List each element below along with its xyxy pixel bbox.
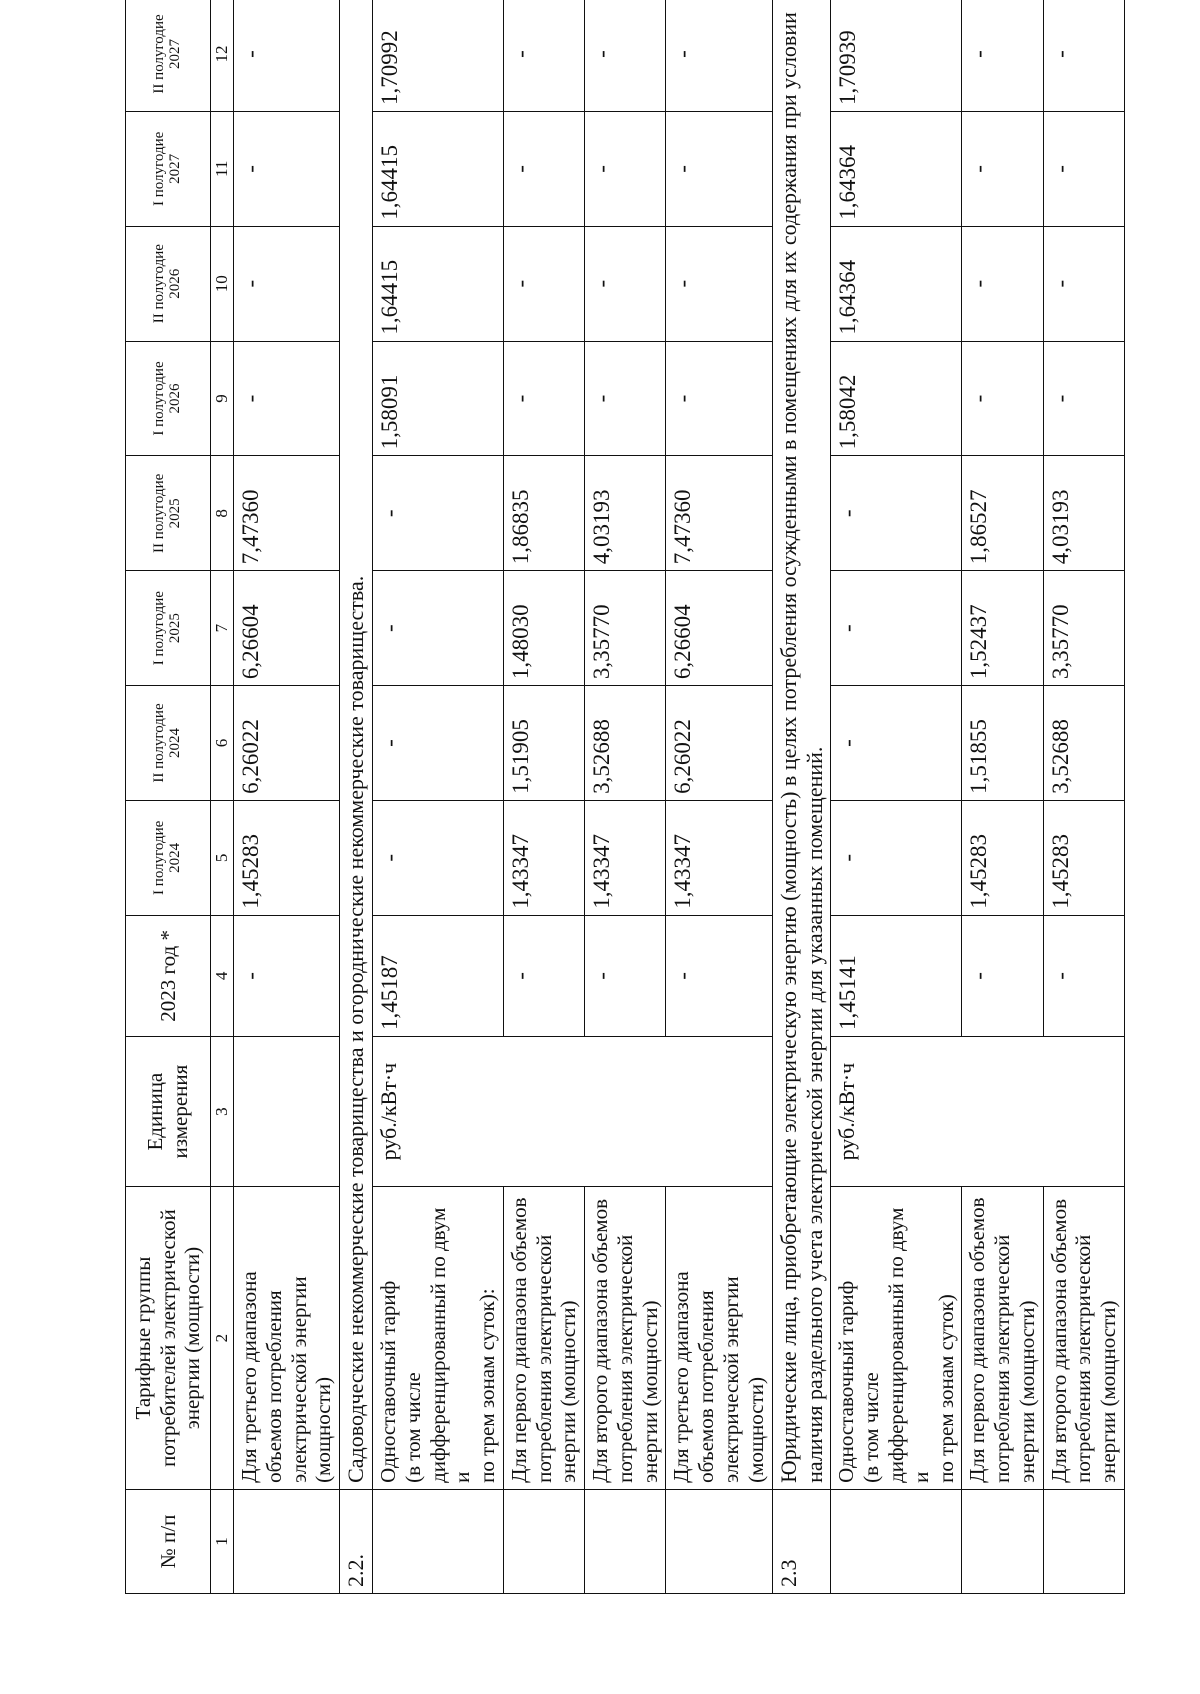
description-line: (в том числе	[400, 1372, 425, 1483]
value-cell: 1,51855	[962, 686, 1043, 801]
value-cell: -	[373, 571, 504, 686]
value-2023: -	[962, 915, 1043, 1036]
value-cell: -	[585, 111, 666, 226]
value-cell: -	[1043, 0, 1124, 111]
value-cell: -	[503, 0, 584, 111]
column-number: 3	[211, 1037, 234, 1187]
value-cell: -	[831, 571, 962, 686]
header-2024-h2: II полугодие 2024	[126, 686, 211, 801]
table-row	[234, 0, 340, 1594]
value-cell: -	[503, 341, 584, 456]
table-row	[585, 0, 666, 1594]
header-group: Тарифные группы потребителей электрической энергии (мощности)	[126, 1187, 211, 1490]
value-cell: 1,45283	[962, 800, 1043, 915]
value-cell: 1,58091	[373, 341, 504, 456]
value-cell: 6,26022	[234, 686, 340, 801]
value-cell: -	[1043, 341, 1124, 456]
section-number: 2.3	[772, 1489, 831, 1593]
value-cell: 3,52688	[585, 686, 666, 801]
value-cell: -	[373, 456, 504, 571]
value-cell: -	[666, 0, 772, 111]
tariff-table	[125, 0, 1125, 1594]
value-cell: -	[234, 0, 340, 111]
header-unit: Единица измерения	[126, 1037, 211, 1187]
value-cell: 3,52688	[1043, 686, 1124, 801]
value-cell: -	[234, 226, 340, 341]
value-cell: 1,86835	[503, 456, 584, 571]
header-2023: 2023 год *	[126, 915, 211, 1036]
value-cell: -	[373, 800, 504, 915]
value-cell: 6,26604	[234, 571, 340, 686]
value-2023: 1,45141	[831, 915, 962, 1036]
row-description: Для третьего диапазона объемов потребления электрической энергии (мощности)	[666, 1187, 772, 1490]
column-number: 9	[211, 341, 234, 456]
value-cell: -	[585, 226, 666, 341]
value-cell: 1,70992	[373, 0, 504, 111]
value-cell: 1,52437	[962, 571, 1043, 686]
description-line: по трем зонам суток)	[933, 1294, 958, 1483]
column-number: 10	[211, 226, 234, 341]
header-2027-h2: II полугодие 2027	[126, 0, 211, 111]
unit-cell: руб./кВт·ч	[373, 1037, 772, 1187]
value-cell: 1,43347	[666, 800, 772, 915]
table-row	[503, 0, 584, 1594]
value-cell: -	[373, 686, 504, 801]
header-2024-h1: I полугодие 2024	[126, 800, 211, 915]
value-cell: -	[666, 341, 772, 456]
value-cell: 7,47360	[234, 456, 340, 571]
row-description: Для третьего диапазона объемов потребления электрической энергии (мощности)	[234, 1187, 340, 1490]
section-row	[772, 0, 831, 1594]
value-cell: -	[503, 226, 584, 341]
header-row	[126, 0, 211, 1594]
row-description: Для первого диапазона объемов потребления электрической энергии (мощности)	[962, 1187, 1043, 1490]
value-cell: 4,03193	[1043, 456, 1124, 571]
column-number-row	[211, 0, 234, 1594]
value-cell: 4,03193	[585, 456, 666, 571]
table-row	[962, 0, 1043, 1594]
header-2025-h2: II полугодие 2025	[126, 456, 211, 571]
value-cell: -	[962, 341, 1043, 456]
value-cell: -	[666, 226, 772, 341]
row-description	[831, 1187, 962, 1490]
value-2023: 1,45187	[373, 915, 504, 1036]
value-cell: -	[585, 0, 666, 111]
column-number: 7	[211, 571, 234, 686]
value-cell: 1,58042	[831, 341, 962, 456]
row-description: Для первого диапазона объемов потребления электрической энергии (мощности)	[503, 1187, 584, 1490]
value-cell: -	[234, 341, 340, 456]
value-cell: 1,64415	[373, 226, 504, 341]
value-cell: 3,35770	[585, 571, 666, 686]
value-cell: -	[1043, 111, 1124, 226]
row-description: Для второго диапазона объемов потребления электрической энергии (мощности)	[1043, 1187, 1124, 1490]
description-line: Одноставочный тариф	[376, 1280, 401, 1483]
table-row	[831, 0, 962, 1594]
value-cell: -	[962, 111, 1043, 226]
column-number: 1	[211, 1489, 234, 1593]
column-number: 5	[211, 800, 234, 915]
value-cell: 1,64364	[831, 226, 962, 341]
table-row	[666, 0, 772, 1594]
section-row	[340, 0, 373, 1594]
value-cell: 6,26022	[666, 686, 772, 801]
value-cell: -	[962, 0, 1043, 111]
value-cell: 7,47360	[666, 456, 772, 571]
section-number: 2.2.	[340, 1489, 373, 1593]
column-number: 12	[211, 0, 234, 111]
value-2023: -	[666, 915, 772, 1036]
value-cell: -	[666, 111, 772, 226]
value-cell: 1,64415	[373, 111, 504, 226]
header-2026-h2: II полугодие 2026	[126, 226, 211, 341]
value-2023: -	[585, 915, 666, 1036]
value-2023: -	[1043, 915, 1124, 1036]
value-cell: -	[962, 226, 1043, 341]
value-cell: -	[831, 456, 962, 571]
header-2025-h1: I полугодие 2025	[126, 571, 211, 686]
value-2023: -	[234, 915, 340, 1036]
table-row	[373, 0, 504, 1594]
value-cell: 3,35770	[1043, 571, 1124, 686]
row-description: Для второго диапазона объемов потребления электрической энергии (мощности)	[585, 1187, 666, 1490]
value-cell: 1,43347	[503, 800, 584, 915]
column-number: 4	[211, 915, 234, 1036]
value-cell: -	[831, 800, 962, 915]
value-2023: -	[503, 915, 584, 1036]
row-description	[373, 1187, 504, 1490]
description-line: (в том числе	[859, 1372, 884, 1483]
value-cell: 1,51905	[503, 686, 584, 801]
unit-cell: руб./кВт·ч	[831, 1037, 1124, 1187]
value-cell: 1,45283	[1043, 800, 1124, 915]
table-row	[1043, 0, 1124, 1594]
header-2026-h1: I полугодие 2026	[126, 341, 211, 456]
column-number: 11	[211, 111, 234, 226]
value-cell: -	[503, 111, 584, 226]
description-line: по трем зонам суток):	[475, 1288, 500, 1483]
value-cell: -	[585, 341, 666, 456]
value-cell: 1,70939	[831, 0, 962, 111]
value-cell: 1,64364	[831, 111, 962, 226]
value-cell: 1,45283	[234, 800, 340, 915]
header-2027-h1: I полугодие 2027	[126, 111, 211, 226]
header-num: № п/п	[126, 1489, 211, 1593]
description-line: Одноставочный тариф	[834, 1280, 859, 1483]
value-cell: 1,43347	[585, 800, 666, 915]
value-cell: -	[831, 686, 962, 801]
column-number: 6	[211, 686, 234, 801]
section-title: Юридические лица, приобретающие электрическую энергию (мощность) в целях потребления осужденными в помещениях для их содержания при условии наличия раздельного учета электрической энергии для указанных помещений.	[772, 0, 831, 1489]
value-cell: -	[234, 111, 340, 226]
description-line: дифференцированный по двум и	[883, 1207, 933, 1483]
value-cell: 1,48030	[503, 571, 584, 686]
section-title: Садоводческие некоммерческие товарищества и огороднические некоммерческие товарищества.	[340, 0, 373, 1489]
column-number: 8	[211, 456, 234, 571]
column-number: 2	[211, 1187, 234, 1490]
value-cell: 6,26604	[666, 571, 772, 686]
description-line: дифференцированный по двум и	[425, 1207, 475, 1483]
value-cell: -	[1043, 226, 1124, 341]
value-cell: 1,86527	[962, 456, 1043, 571]
